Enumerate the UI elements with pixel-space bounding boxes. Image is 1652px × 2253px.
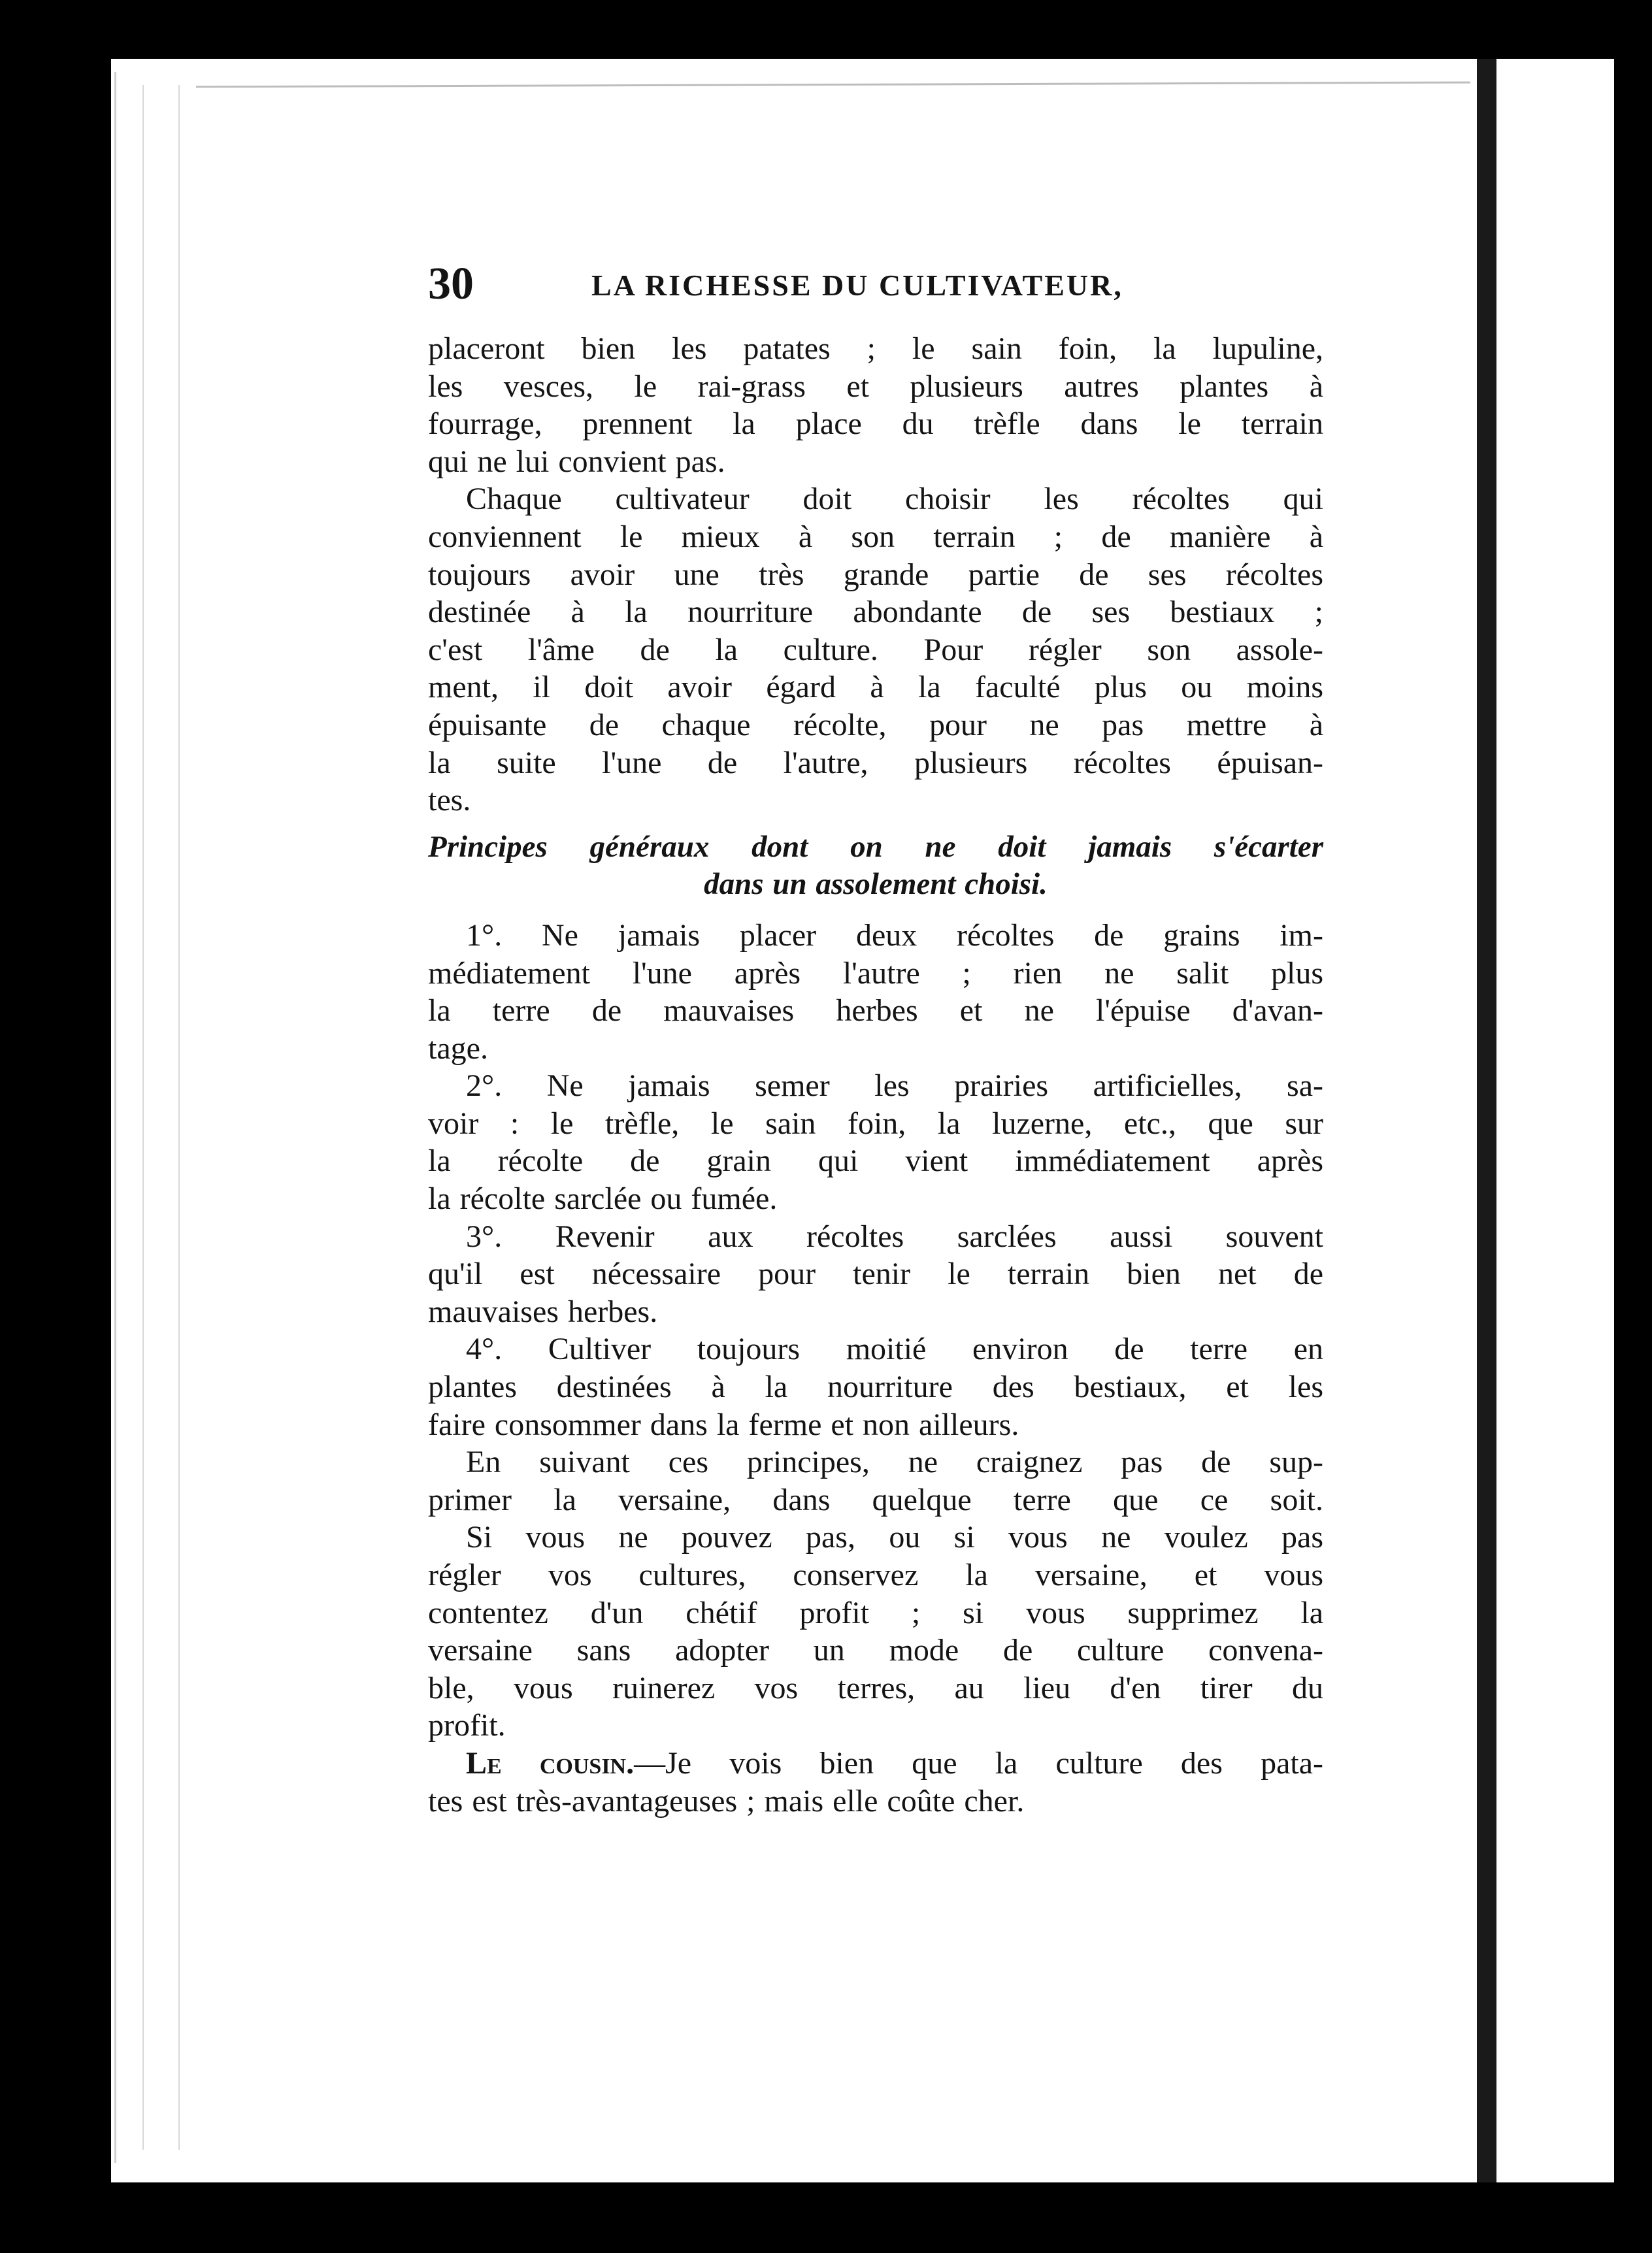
text-line: faire consommer dans la ferme et non ailleurs. xyxy=(428,1407,1019,1442)
heading-line: Principes généraux dont on ne doit jamais s'écarter xyxy=(428,829,1323,864)
principle-4 xyxy=(428,1330,1323,1443)
text-line: médiatement l'une après l'autre ; rien ne salit plus xyxy=(428,955,1323,991)
text-line: versaine sans adopter un mode de culture convena- xyxy=(428,1633,1323,1668)
text-line: la récolte de grain qui vient immédiatement après xyxy=(428,1143,1323,1179)
paragraph-versaine xyxy=(428,1443,1323,1519)
text-line: la terre de mauvaises herbes et ne l'épuise d'avan- xyxy=(428,993,1323,1028)
text-line: Chaque cultivateur doit choisir les récoltes qui xyxy=(466,482,1323,517)
speaker-name: Le cousin. xyxy=(466,1745,635,1781)
text-line: conviennent le mieux à son terrain ; de manière à xyxy=(428,519,1323,554)
text-line: tes. xyxy=(428,783,471,818)
text-line: qui ne lui convient pas. xyxy=(428,444,725,479)
text-line: En suivant ces principes, ne craignez pas de sup- xyxy=(466,1445,1323,1480)
principle-2 xyxy=(428,1067,1323,1217)
book-page xyxy=(428,258,1323,1820)
principle-1 xyxy=(428,917,1323,1067)
page-number: 30 xyxy=(428,259,474,309)
text-line: ment, il doit avoir égard à la faculté plus ou moins xyxy=(428,670,1323,705)
text-line: 1°. Ne jamais placer deux récoltes de grains im- xyxy=(466,917,1323,953)
text-line: la suite l'une de l'autre, plusieurs récoltes épuisan- xyxy=(428,745,1323,780)
text-line: régler vos cultures, conservez la versaine, et vous xyxy=(428,1558,1323,1592)
text-line: plantes destinées à la nourriture des bestiaux, et les xyxy=(428,1370,1323,1405)
text-line: profit. xyxy=(428,1708,506,1743)
text-line: 4°. Cultiver toujours moitié environ de terre en xyxy=(466,1332,1323,1367)
text-line: primer la versaine, dans quelque terre que ce soit. xyxy=(428,1482,1323,1517)
text-line xyxy=(428,1745,1323,1783)
dialogue-cousin xyxy=(428,1745,1323,1820)
text-line: Si vous ne pouvez pas, ou si vous ne voulez pas xyxy=(466,1520,1323,1555)
text-line: qu'il est nécessaire pour tenir le terrain bien net de xyxy=(428,1257,1323,1292)
paragraph-crop-choice xyxy=(428,480,1323,819)
dialogue-text: —Je vois bien que la culture des pata- xyxy=(634,1745,1323,1781)
section-heading xyxy=(428,829,1323,904)
running-head xyxy=(428,258,1323,330)
text-line: tage. xyxy=(428,1030,488,1066)
paragraph-cultures xyxy=(428,1519,1323,1745)
running-title: LA RICHESSE DU CULTIVATEUR, xyxy=(591,269,1123,302)
text-line: contentez d'un chétif profit ; si vous supprimez la xyxy=(428,1595,1323,1630)
principle-3 xyxy=(428,1218,1323,1331)
heading-line: dans un assolement choisi. xyxy=(704,867,1048,902)
book-binding-shadow xyxy=(1477,59,1496,2182)
text-line: c'est l'âme de la culture. Pour régler son assole- xyxy=(428,632,1323,667)
paragraph-continuation xyxy=(428,330,1323,480)
text-line: ble, vous ruinerez vos terres, au lieu d'en tirer du xyxy=(428,1670,1323,1705)
text-line: 3°. Revenir aux récoltes sarclées aussi souvent xyxy=(466,1219,1323,1254)
text-line: mauvaises herbes. xyxy=(428,1294,658,1329)
text-line: destinée à la nourriture abondante de ses bestiaux ; xyxy=(428,595,1323,630)
text-line: 2°. Ne jamais semer les prairies artificielles, sa- xyxy=(466,1068,1323,1104)
text-line: les vesces, le rai-grass et plusieurs autres plantes à xyxy=(428,369,1323,404)
text-line: fourrage, prennent la place du trèfle dans le terrain xyxy=(428,406,1323,442)
facing-page-edge xyxy=(1496,59,1614,2182)
text-line: toujours avoir une très grande partie de ses récoltes xyxy=(428,557,1323,592)
text-line: placeront bien les patates ; le sain foin, la lupuline, xyxy=(428,331,1323,366)
text-line: la récolte sarclée ou fumée. xyxy=(428,1181,778,1217)
text-line: épuisante de chaque récolte, pour ne pas mettre à xyxy=(428,707,1323,742)
text-line: tes est très-avantageuses ; mais elle coûte cher. xyxy=(428,1783,1025,1818)
stacked-page-edges xyxy=(114,72,221,2163)
text-line: voir : le trèfle, le sain foin, la luzerne, etc., que sur xyxy=(428,1106,1323,1141)
